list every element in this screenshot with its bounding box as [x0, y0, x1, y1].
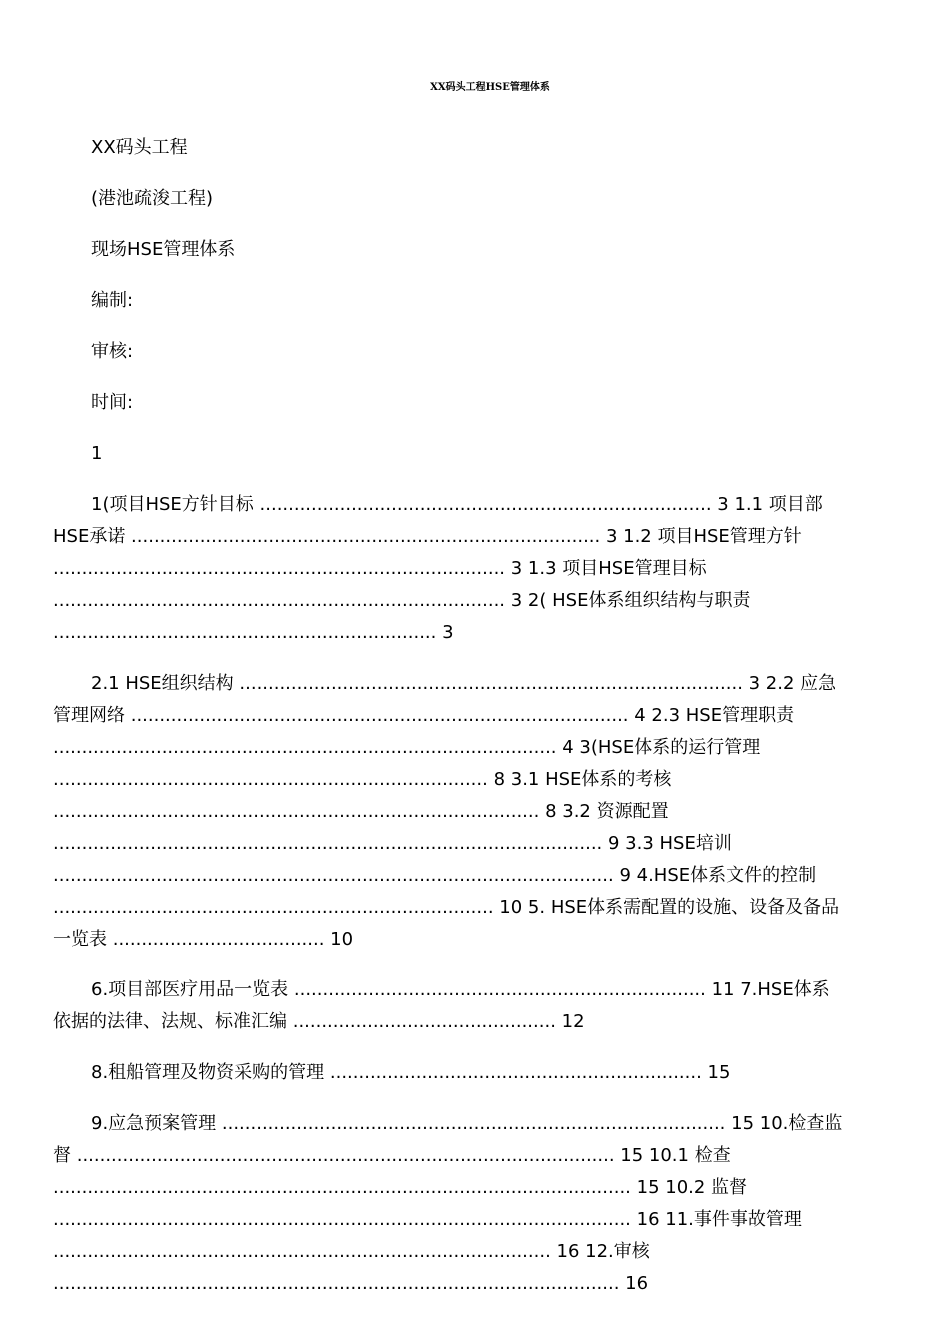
cover-page-number: 1	[91, 443, 103, 464]
toc-line: 6.项目部医疗用品一览表 ........................................................................ 11 7.HSE体系	[91, 979, 830, 1000]
toc-paragraph-2	[53, 668, 903, 956]
document-title: XX码头工程HSE管理体系	[430, 82, 550, 93]
toc-line: ..................................................................................................... 15 10.2 监督	[53, 1177, 748, 1198]
toc-paragraph-3	[53, 974, 903, 1038]
toc-line: ................................................................................................ 9 3.3 HSE培训	[53, 833, 732, 854]
project-name: XX码头工程	[91, 137, 188, 158]
toc-line: ..................................................................................................... 16 11.事件事故管理	[53, 1209, 802, 1230]
system-name: 现场HSE管理体系	[91, 239, 236, 260]
toc-line: 管理网络 ....................................................................................... 4 2.3 HSE管理职责	[53, 705, 795, 726]
reviewed-by-label: 审核:	[91, 341, 134, 362]
toc-line: 一览表 ..................................... 10	[53, 929, 354, 950]
toc-line: .................................................................................................. 9 4.HSE体系文件的控制	[53, 865, 817, 886]
date-label: 时间:	[91, 392, 134, 413]
toc-paragraph-1	[53, 489, 903, 649]
toc-line: ............................................................................. 10 5. HSE体系需配置的设施、设备及备品	[53, 897, 840, 918]
subproject-name: (港池疏浚工程)	[91, 188, 214, 209]
toc-line: ........................................................................................ 4 3(HSE体系的运行管理	[53, 737, 761, 758]
toc-line: 1(项目HSE方针目标 ............................................................................... 3 1.1 项目部	[91, 494, 823, 515]
toc-line: ..................................................................................... 8 3.2 资源配置	[53, 801, 669, 822]
toc-line: 8.租船管理及物资采购的管理 ................................................................. 15	[91, 1062, 731, 1083]
toc-line: ................................................................... 3	[53, 622, 454, 643]
toc-line: ............................................................................... 3 2( HSE体系组织结构与职责	[53, 590, 751, 611]
toc-line: ....................................................................................... 16 12.审核	[53, 1241, 650, 1262]
toc-line: 依据的法律、法规、标准汇编 .............................................. 12	[53, 1011, 585, 1032]
toc-line: 2.1 HSE组织结构 ........................................................................................ 3 2.2 应急	[91, 673, 837, 694]
toc-line: ............................................................................ 8 3.1 HSE体系的考核	[53, 769, 672, 790]
toc-line: 9.应急预案管理 ........................................................................................ 15 10.检查监	[91, 1113, 843, 1134]
prepared-by-label: 编制:	[91, 290, 134, 311]
toc-paragraph-4	[53, 1057, 903, 1089]
toc-line: ............................................................................... 3 1.3 项目HSE管理目标	[53, 558, 707, 579]
toc-paragraph-5	[53, 1108, 903, 1300]
toc-line: ................................................................................................... 16	[53, 1273, 649, 1294]
toc-line: HSE承诺 .................................................................................. 3 1.2 项目HSE管理方针	[53, 526, 802, 547]
toc-line: 督 .............................................................................................. 15 10.1 检查	[53, 1145, 731, 1166]
